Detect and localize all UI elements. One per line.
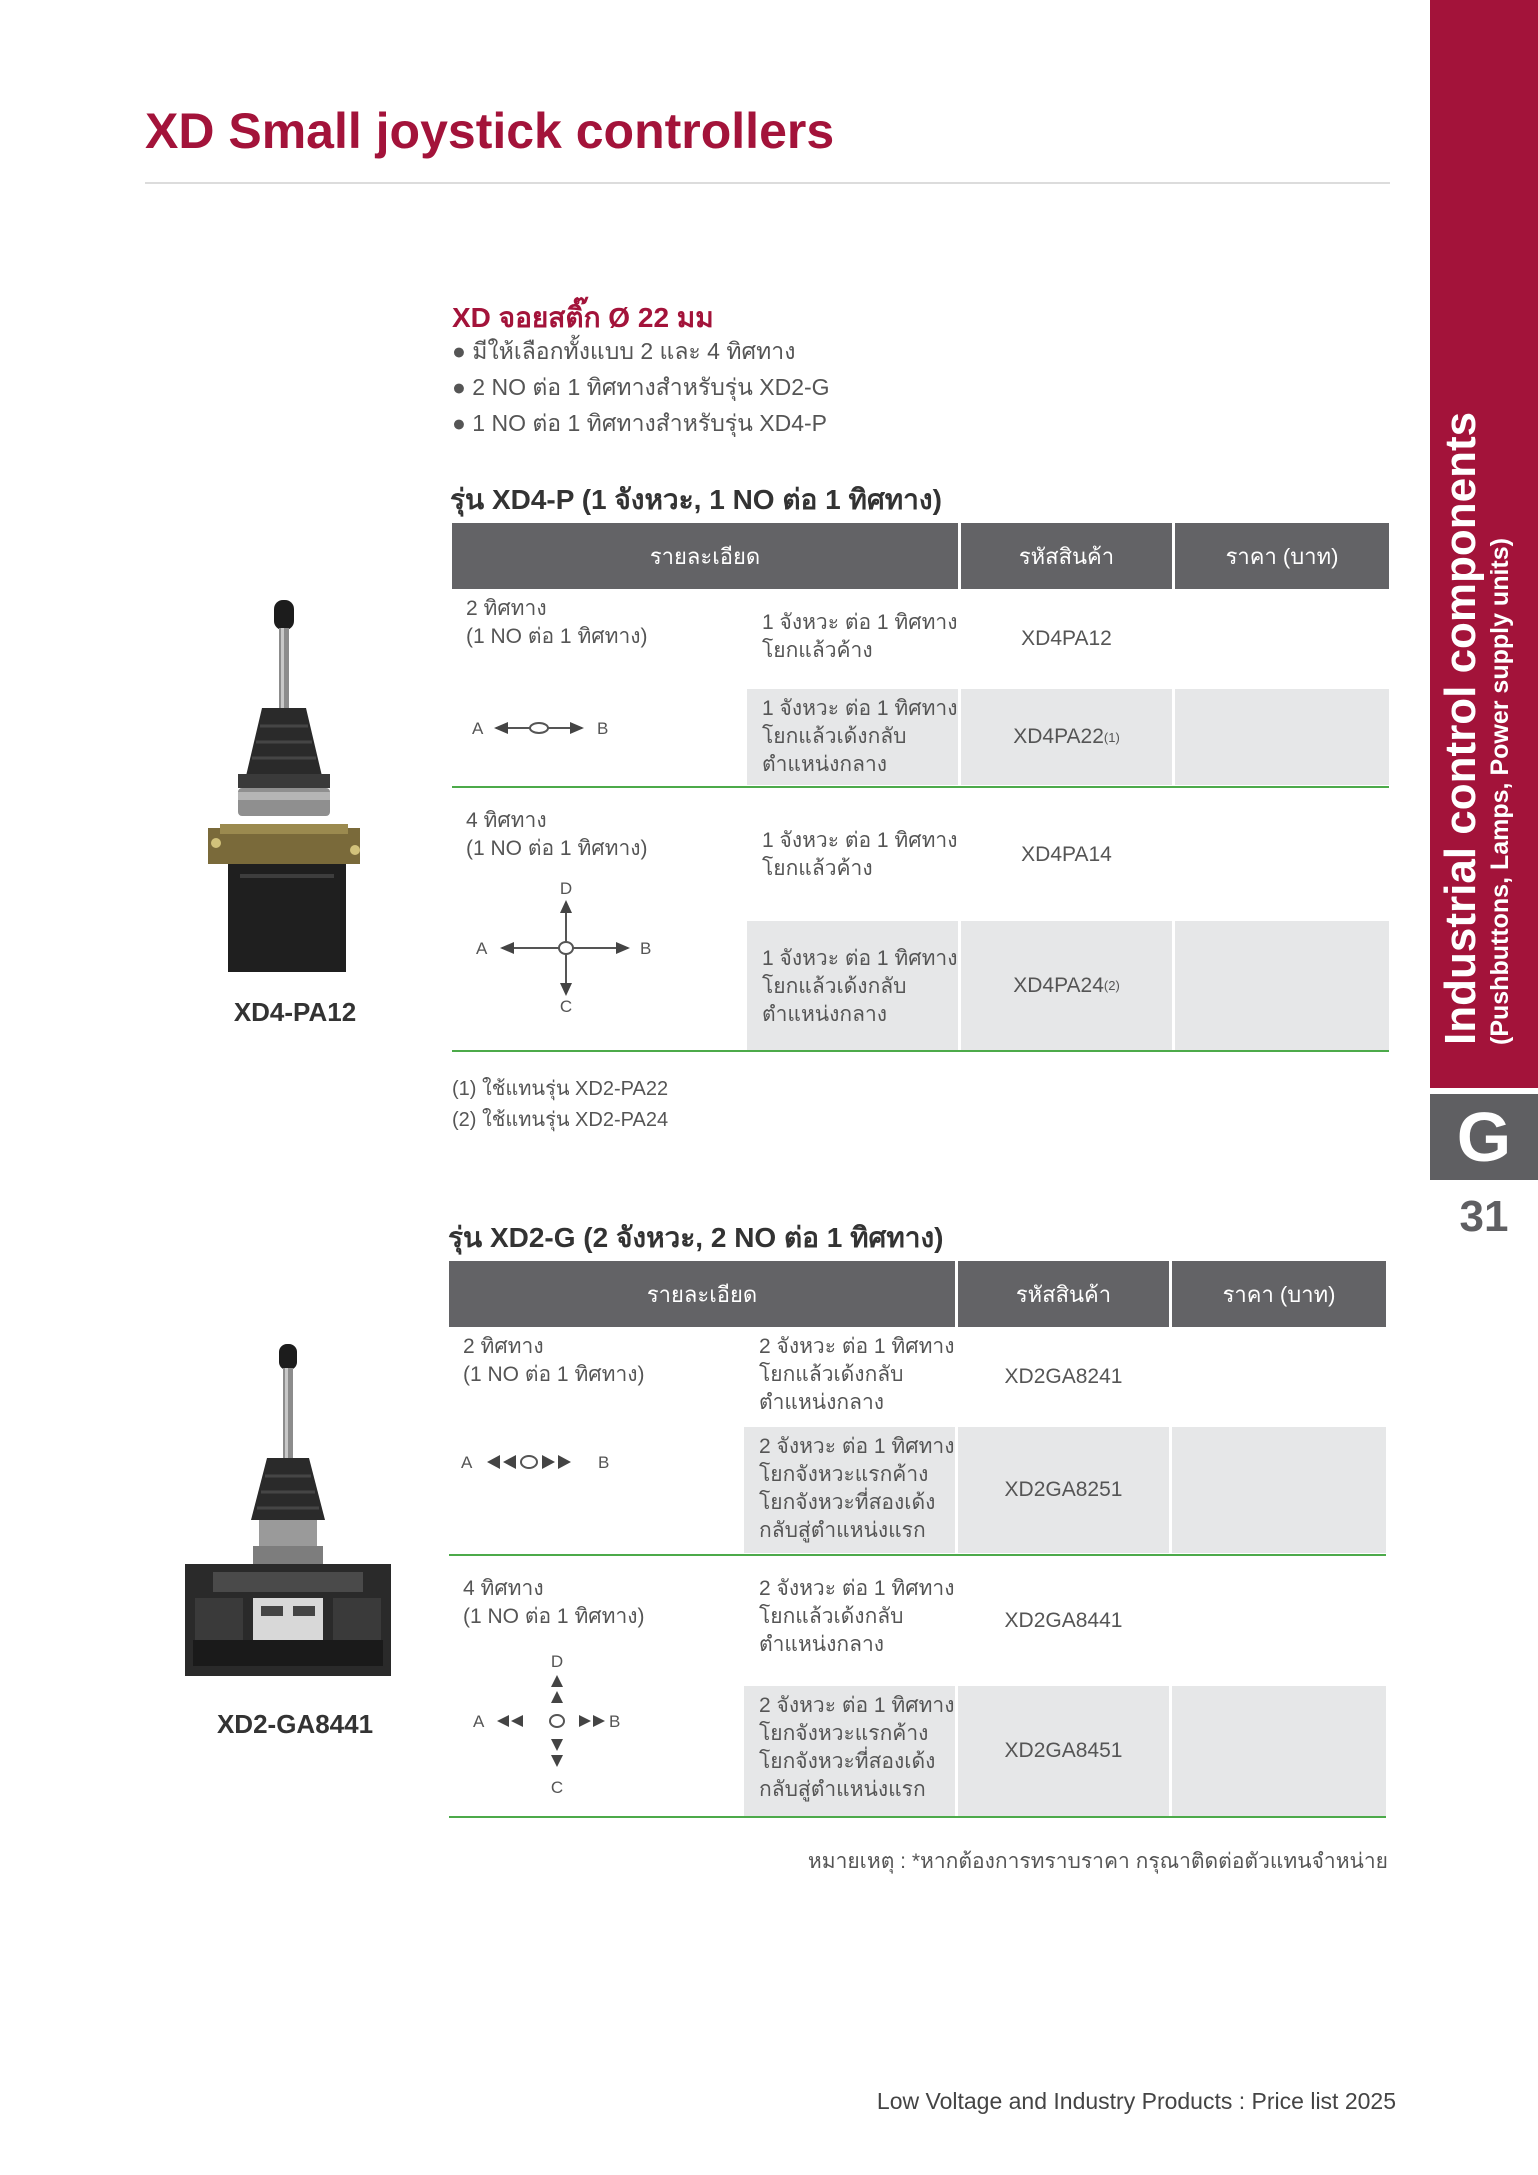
table1-heading: รุ่น XD4-P (1 จังหวะ, 1 NO ต่อ 1 ทิศทาง)	[450, 484, 942, 515]
four-way-two-step-diagram	[463, 1651, 623, 1796]
row-desc: โยกจังหวะที่สองเด้ง	[759, 1750, 936, 1773]
table1-header-detail: รายละเอียด	[452, 523, 958, 589]
product-code-text: XD2GA8251	[1004, 1478, 1123, 1501]
table-bottom-rule	[449, 1816, 1386, 1818]
diagram-label-c: C	[559, 997, 573, 1016]
column-separator	[1169, 1427, 1172, 1553]
row-desc: 1 จังหวะ ต่อ 1 ทิศทาง	[762, 947, 958, 970]
row-desc: โยกแล้วเด้งกลับ	[759, 1363, 904, 1386]
group-divider	[452, 786, 1389, 788]
group-subtitle: (1 NO ต่อ 1 ทิศทาง)	[466, 837, 648, 860]
table2-heading: รุ่น XD2-G (2 จังหวะ, 2 NO ต่อ 1 ทิศทาง)	[448, 1222, 944, 1253]
group-title: 4 ทิศทาง	[463, 1577, 544, 1600]
group-subtitle: (1 NO ต่อ 1 ทิศทาง)	[463, 1605, 645, 1628]
group-subtitle: (1 NO ต่อ 1 ทิศทาง)	[466, 625, 648, 648]
product-code	[958, 1427, 1169, 1553]
product-code-text: XD4PA22	[1013, 725, 1104, 748]
row-desc: โยกแล้วเด้งกลับ	[759, 1605, 904, 1628]
product-code-text: XD4PA24	[1013, 973, 1104, 997]
footnote: (1) ใช้แทนรุ่น XD2-PA22	[452, 1078, 669, 1100]
page-title: XD Small joystick controllers	[145, 103, 835, 159]
footnote: (2) ใช้แทนรุ่น XD2-PA24	[452, 1109, 669, 1131]
two-way-diagram	[466, 713, 616, 743]
column-separator	[1172, 921, 1175, 1050]
diagram-label-b: B	[609, 1712, 621, 1731]
row-desc: 1 จังหวะ ต่อ 1 ทิศทาง	[762, 611, 958, 634]
diagram-label-c: C	[550, 1778, 564, 1797]
product-code	[958, 1556, 1169, 1686]
row-desc: 1 จังหวะ ต่อ 1 ทิศทาง	[762, 697, 958, 720]
diagram-label-a: A	[472, 719, 484, 738]
table1-header-price: ราคา (บาท)	[1175, 523, 1389, 589]
product-code-text: XD2GA8441	[1004, 1609, 1123, 1632]
row-desc: ตำแหน่งกลาง	[762, 753, 888, 776]
row-desc: 2 จังหวะ ต่อ 1 ทิศทาง	[759, 1694, 955, 1717]
intro-bullet: ● มีให้เลือกทั้งแบบ 2 และ 4 ทิศทาง	[452, 338, 796, 364]
title-divider	[145, 182, 1390, 184]
diagram-label-b: B	[598, 1453, 610, 1472]
section-letter: G	[1430, 1094, 1538, 1180]
product-label: XD2-GA8441	[216, 1709, 374, 1739]
row-desc: ตำแหน่งกลาง	[759, 1633, 885, 1656]
product-code	[958, 1327, 1169, 1427]
row-desc: โยกจังหวะที่สองเด้ง	[759, 1491, 936, 1514]
table-bottom-rule	[452, 1050, 1389, 1052]
table2-header-price: ราคา (บาท)	[1172, 1261, 1386, 1327]
xd2-joystick-image	[183, 1340, 393, 1680]
row-desc: โยกจังหวะแรกค้าง	[759, 1722, 929, 1745]
column-separator	[1172, 689, 1175, 785]
product-code-text: XD4PA12	[1021, 627, 1112, 650]
row-desc: กลับสู่ตำแหน่งแรก	[759, 1778, 926, 1801]
diagram-label-d: D	[559, 879, 573, 898]
side-tab-text	[1430, 0, 1538, 1088]
diagram-label-b: B	[597, 719, 609, 738]
row-desc: ตำแหน่งกลาง	[762, 1003, 888, 1026]
side-tab-title: Industrial control components	[1436, 411, 1485, 1045]
group-title: 2 ทิศทาง	[463, 1335, 544, 1358]
product-code	[958, 1686, 1169, 1816]
row-desc: กลับสู่ตำแหน่งแรก	[759, 1519, 926, 1542]
group-title: 2 ทิศทาง	[466, 597, 547, 620]
table2-header-detail: รายละเอียด	[449, 1261, 955, 1327]
two-way-two-step-diagram	[459, 1447, 629, 1477]
table1-header-code: รหัสสินค้า	[961, 523, 1172, 589]
group-subtitle: (1 NO ต่อ 1 ทิศทาง)	[463, 1363, 645, 1386]
row-desc: 2 จังหวะ ต่อ 1 ทิศทาง	[759, 1335, 955, 1358]
group-divider	[449, 1554, 1386, 1556]
row-desc: โยกแล้วเด้งกลับ	[762, 725, 907, 748]
row-desc: 2 จังหวะ ต่อ 1 ทิศทาง	[759, 1577, 955, 1600]
row-desc: 2 จังหวะ ต่อ 1 ทิศทาง	[759, 1435, 955, 1458]
diagram-label-d: D	[550, 1652, 564, 1671]
intro-bullet: ● 2 NO ต่อ 1 ทิศทางสำหรับรุ่น XD2-G	[452, 374, 830, 400]
diagram-label-b: B	[640, 939, 652, 958]
row-desc: โยกแล้วเด้งกลับ	[762, 975, 907, 998]
row-desc: ตำแหน่งกลาง	[759, 1391, 885, 1414]
row-desc: โยกแล้วค้าง	[762, 639, 873, 662]
row-desc: โยกแล้วค้าง	[762, 857, 873, 880]
page-number: 31	[1459, 1192, 1509, 1241]
product-code	[961, 589, 1172, 689]
diagram-label-a: A	[461, 1453, 473, 1472]
product-code	[961, 689, 1172, 785]
row-desc: โยกจังหวะแรกค้าง	[759, 1463, 929, 1486]
group-title: 4 ทิศทาง	[466, 809, 547, 832]
xd4-joystick-image	[200, 598, 375, 978]
intro-heading: XD จอยสติ๊ก Ø 22 มม	[452, 302, 714, 333]
four-way-diagram	[466, 879, 652, 1016]
page-footer: Low Voltage and Industry Products : Price list 2025	[876, 2088, 1396, 2114]
price-remark: หมายเหตุ : *หากต้องการทราบราคา กรุณาติดต่อตัวแทนจำหน่าย	[807, 1850, 1388, 1873]
footnote-ref: (2)	[1103, 978, 1120, 993]
product-code-text: XD2GA8241	[1004, 1365, 1123, 1388]
product-code	[961, 921, 1172, 1050]
product-code-text: XD2GA8451	[1004, 1739, 1123, 1762]
intro-bullet: ● 1 NO ต่อ 1 ทิศทางสำหรับรุ่น XD4-P	[452, 410, 828, 436]
diagram-label-a: A	[473, 1712, 485, 1731]
table2-header-code: รหัสสินค้า	[958, 1261, 1169, 1327]
product-code	[961, 788, 1172, 921]
row-desc: 1 จังหวะ ต่อ 1 ทิศทาง	[762, 829, 958, 852]
table1	[452, 523, 1389, 1055]
footnote-ref: (1)	[1103, 729, 1120, 745]
table2	[449, 1261, 1386, 1819]
product-code-text: XD4PA14	[1021, 842, 1112, 866]
column-separator	[1169, 1686, 1172, 1816]
diagram-label-a: A	[476, 939, 488, 958]
product-label: XD4-PA12	[233, 997, 357, 1027]
side-tab-subtitle: (Pushbuttons, Lamps, Power supply units)	[1486, 538, 1514, 1045]
